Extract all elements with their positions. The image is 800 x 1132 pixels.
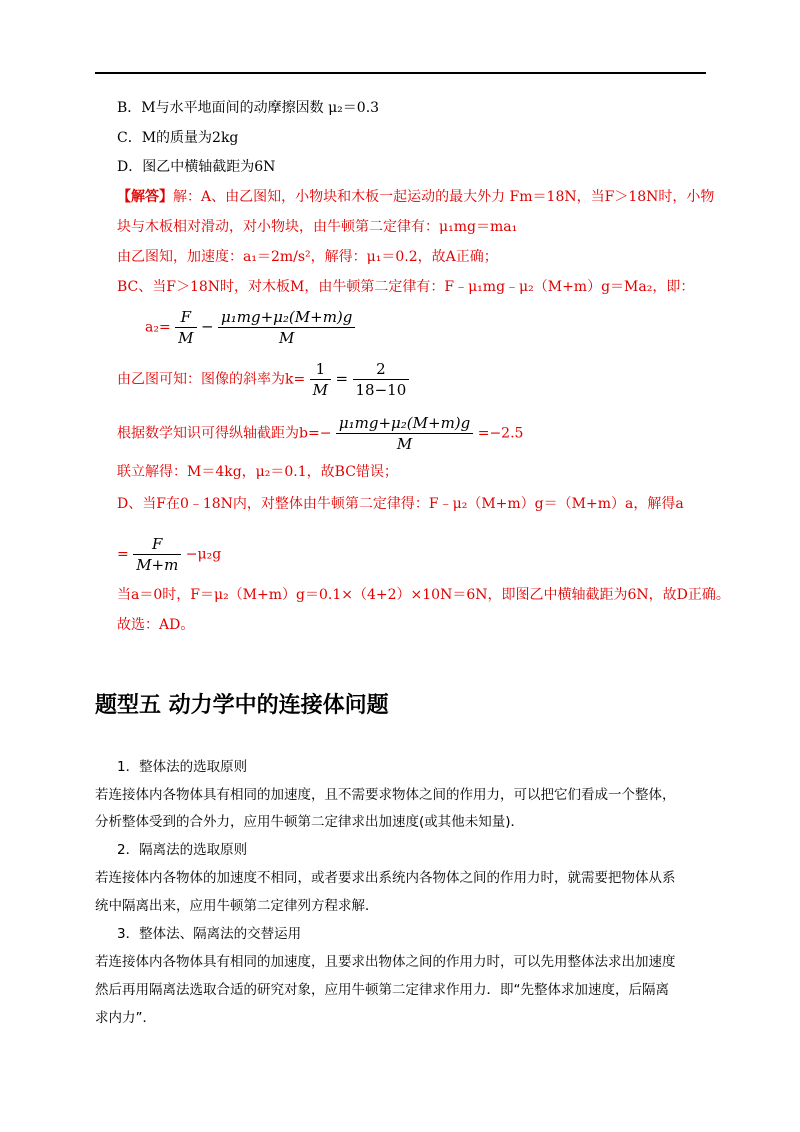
answer-line-10: 故选：AD。	[117, 617, 195, 633]
eq2-fraction	[133, 534, 181, 575]
header-rule	[95, 72, 706, 74]
line6-f-num: μ₁mg+μ₂(M+m)g	[336, 413, 473, 434]
answer-tag: 【解答】	[117, 189, 173, 205]
eq2-tail: −μ₂g	[185, 546, 222, 563]
option-b: B．M与水平地面间的动摩擦因数 μ₂＝0.3	[117, 100, 380, 116]
line6-text: 根据数学知识可得纵轴截距为b=−	[117, 425, 332, 442]
answer-line-8: D、当F在0﹣18N内，对整体由牛顿第二定律得：F﹣μ₂（M+m）g＝（M+m）a，解得a	[117, 496, 684, 512]
intercept-fraction	[336, 413, 473, 454]
line5-text: 由乙图可知：图像的斜率为k=	[117, 371, 306, 388]
answer-line-1	[117, 187, 714, 207]
eq1-f2-den: M	[279, 329, 295, 347]
answer-line-6	[117, 413, 523, 454]
principle-2-line-2: 统中隔离出来，应用牛顿第二定律列方程求解．	[95, 898, 379, 914]
slope-fraction-2	[353, 359, 410, 400]
principle-2-line-1: 若连接体内各物体的加速度不相同，或者要求出系统内各物体之间的作用力时，就需要把物体从系	[95, 870, 676, 886]
line6-tail: =−2.5	[477, 425, 524, 442]
slope-fraction-1	[310, 359, 331, 400]
principle-3-title: 3．整体法、隔离法的交替运用	[117, 926, 302, 942]
eq1-f1-num: F	[175, 307, 196, 328]
equation-a2	[145, 307, 355, 348]
line5-f2-den: 18−10	[355, 381, 407, 399]
principle-3-line-2: 然后再用隔离法选取合适的研究对象，应用牛顿第二定律求作用力．即“先整体求加速度，后隔离	[95, 982, 669, 998]
principle-1-line-1: 若连接体内各物体具有相同的加速度，且不需要求物体之间的作用力，可以把它们看成一个整体，	[95, 787, 676, 803]
answer-line-5	[117, 359, 409, 400]
eq2-f-num: F	[133, 534, 181, 555]
line5-f1-num: 1	[310, 359, 331, 380]
eq1-fraction-1	[175, 307, 196, 348]
eq1-f2-num: μ₁mg+μ₂(M+m)g	[218, 307, 355, 328]
principle-1-title: 1．整体法的选取原则	[117, 759, 248, 775]
answer-line-7: 联立解得：M＝4kg，μ₂＝0.1，故BC错误；	[117, 464, 398, 480]
eq1-minus: −	[200, 317, 214, 336]
eq2-lhs: =	[117, 546, 129, 563]
line5-f1-den: M	[312, 381, 329, 399]
equation-a	[117, 534, 221, 575]
principle-3-line-1: 若连接体内各物体具有相同的加速度，且要求出物体之间的作用力时，可以先用整体法求出加速度	[95, 954, 676, 970]
principle-2-title: 2．隔离法的选取原则	[117, 842, 248, 858]
option-c: C．M的质量为2kg	[117, 130, 239, 146]
line5-f2-num: 2	[353, 359, 410, 380]
answer-line-9: 当a＝0时，F＝μ₂（M+m）g＝0.1×（4+2）×10N＝6N，即图乙中横轴截距为6N，故D正确。	[117, 587, 730, 603]
eq1-f1-den: M	[178, 329, 194, 347]
answer-line-2: 块与木板相对滑动，对小物块，由牛顿第二定律有：μ₁mg＝ma₁	[117, 219, 518, 235]
answer-line-4: BC、当F＞18N时，对木板M，由牛顿第二定律有：F﹣μ₁mg﹣μ₂（M+m）g＝Ma₂，即：	[117, 279, 695, 295]
answer-line-3: 由乙图知，加速度：a₁＝2m/s²，解得：μ₁＝0.2，故A正确；	[117, 249, 498, 265]
line5-eq: =	[335, 369, 349, 388]
principle-1-line-2: 分析整体受到的合外力，应用牛顿第二定律求出加速度(或其他未知量)．	[95, 814, 525, 830]
option-d: D．图乙中横轴截距为6N	[117, 159, 276, 175]
eq2-f-den: M+m	[136, 556, 179, 574]
eq1-fraction-2	[218, 307, 355, 348]
eq1-lhs: a₂=	[145, 319, 171, 336]
section-title: 题型五 动力学中的连接体问题	[95, 693, 389, 718]
principle-3-line-3: 求内力”．	[95, 1010, 156, 1026]
line6-f-den: M	[396, 435, 413, 453]
answer-line-1-text: 解：A、由乙图知，小物块和木板一起运动的最大外力 Fm＝18N，当F＞18N时，小物	[173, 189, 715, 205]
